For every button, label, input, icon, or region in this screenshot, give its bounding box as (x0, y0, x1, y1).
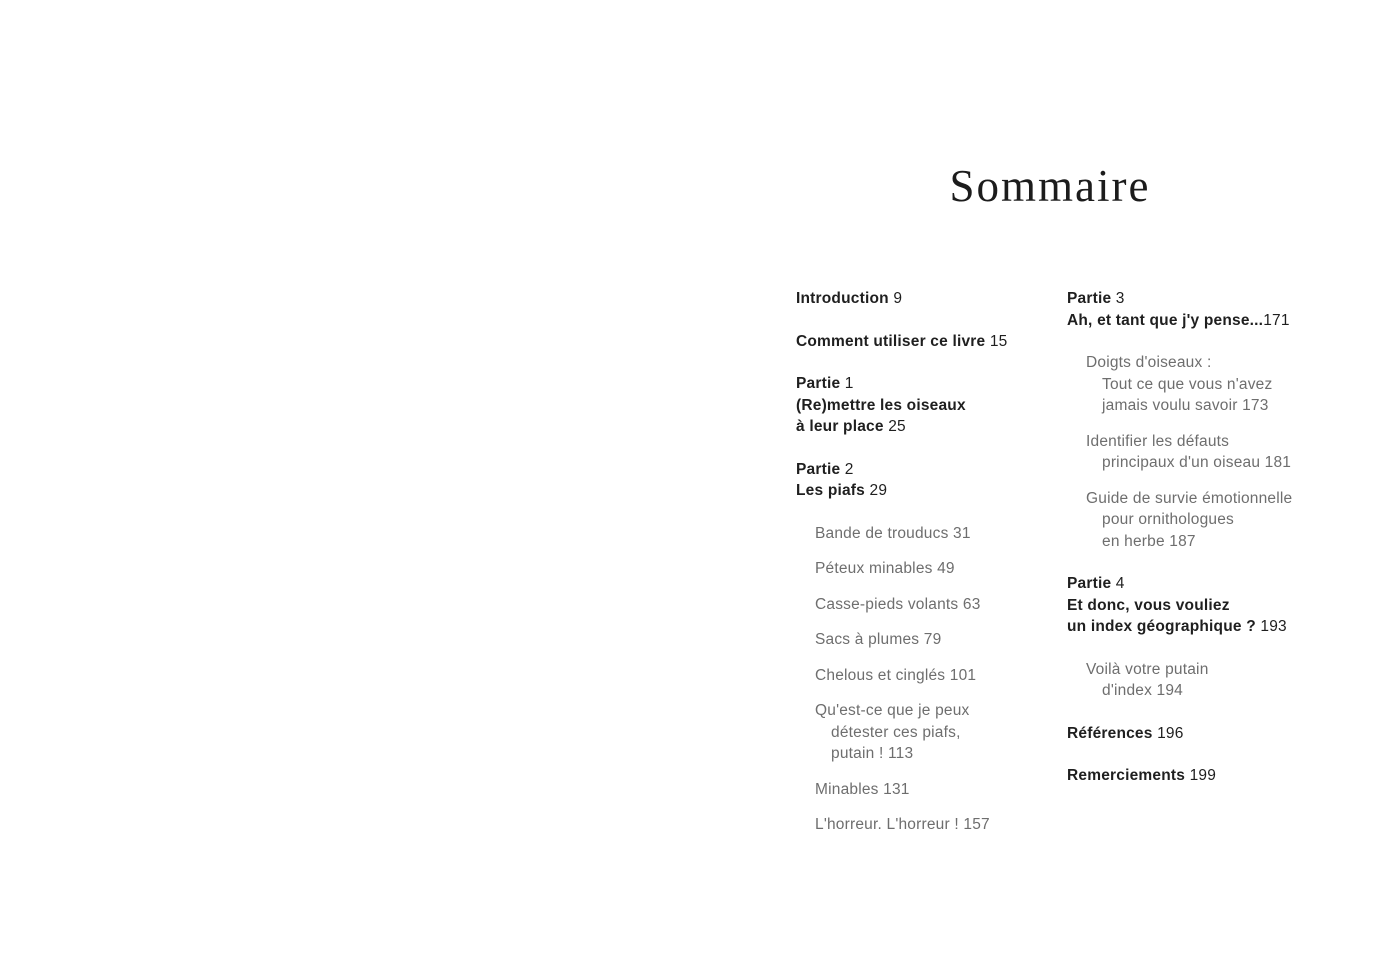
toc-line: Remerciements 199 (1067, 767, 1217, 784)
toc-line: Comment utiliser ce livre 15 (796, 332, 1008, 350)
toc-line: en herbe 187 (1102, 532, 1196, 550)
toc-line: Sacs à plumes 79 (815, 631, 942, 648)
toc-entry (1067, 431, 1357, 474)
toc-entry (796, 373, 1086, 438)
toc-line: Et donc, vous vouliez (1067, 596, 1230, 614)
toc-line: Références 196 (1067, 724, 1184, 742)
toc-line: un index géographique ? 193 (1067, 618, 1287, 635)
toc-entry (796, 331, 1086, 353)
page-number: 9 (893, 290, 903, 307)
toc-line: Voilà votre putain (1086, 660, 1209, 678)
toc-entry (1067, 488, 1357, 553)
toc-line: putain ! 113 (831, 745, 914, 762)
page-number: 25 (888, 418, 906, 435)
toc-line: Péteux minables 49 (815, 560, 955, 577)
toc-entry (1067, 573, 1357, 638)
toc-line: d'index 194 (1102, 682, 1184, 699)
toc-line: Guide de survie émotionnelle (1086, 489, 1293, 507)
page-number: 2 (844, 460, 854, 478)
toc-entry (1067, 723, 1357, 745)
toc-entry (796, 665, 1086, 687)
toc-entry (796, 779, 1086, 801)
toc-column-right (1067, 288, 1357, 787)
page-number: 29 (869, 482, 888, 499)
toc-line: Chelous et cinglés 101 (815, 666, 977, 684)
toc-line: détester ces piafs, (831, 723, 961, 741)
toc-entry (796, 523, 1086, 545)
toc-line: Qu'est-ce que je peux (815, 702, 970, 719)
toc-entry (1067, 659, 1357, 702)
toc-entry (796, 594, 1086, 616)
page-number: 199 (1189, 767, 1217, 784)
toc-entry (796, 459, 1086, 502)
toc-line: Introduction 9 (796, 290, 903, 307)
toc-line: Minables 131 (815, 780, 910, 798)
toc-line: principaux d'un oiseau 181 (1102, 454, 1292, 471)
toc-column-left (796, 288, 1086, 836)
page-number: 1 (844, 375, 854, 392)
toc-line: Partie 1 (796, 375, 854, 392)
toc-entry (796, 700, 1086, 765)
toc-line: Tout ce que vous n'avez (1102, 375, 1273, 393)
toc-entry (1067, 765, 1357, 787)
page-number: 196 (1157, 724, 1184, 742)
toc-line: Doigts d'oiseaux : (1086, 354, 1212, 371)
toc-line: Identifier les défauts (1086, 432, 1230, 450)
page-number: 3 (1115, 290, 1125, 307)
toc-entry (796, 629, 1086, 651)
page-title: Sommaire (949, 161, 1151, 211)
toc-line: jamais voulu savoir 173 (1102, 397, 1269, 414)
toc-entry (1067, 288, 1357, 331)
page-number: 171 (1263, 311, 1290, 329)
toc-entry (796, 288, 1086, 310)
toc-line: Partie 4 (1067, 575, 1125, 592)
toc-line: Bande de trouducs 31 (815, 524, 971, 542)
toc-line: Partie 3 (1067, 290, 1125, 307)
toc-entry (796, 558, 1086, 580)
toc-line: Les piafs 29 (796, 482, 888, 499)
toc-line: (Re)mettre les oiseaux (796, 396, 966, 414)
toc-line: Partie 2 (796, 460, 854, 478)
toc-line: Casse-pieds volants 63 (815, 595, 981, 613)
toc-entry (796, 814, 1086, 836)
toc-line: Ah, et tant que j'y pense...171 (1067, 311, 1290, 329)
toc-entry (1067, 352, 1357, 417)
toc-line: pour ornithologues (1102, 511, 1234, 528)
toc-line: à leur place 25 (796, 418, 906, 435)
page-number: 15 (989, 332, 1008, 350)
toc-line: L'horreur. L'horreur ! 157 (815, 816, 990, 833)
page-number: 4 (1115, 575, 1125, 592)
page-number: 193 (1260, 618, 1287, 635)
